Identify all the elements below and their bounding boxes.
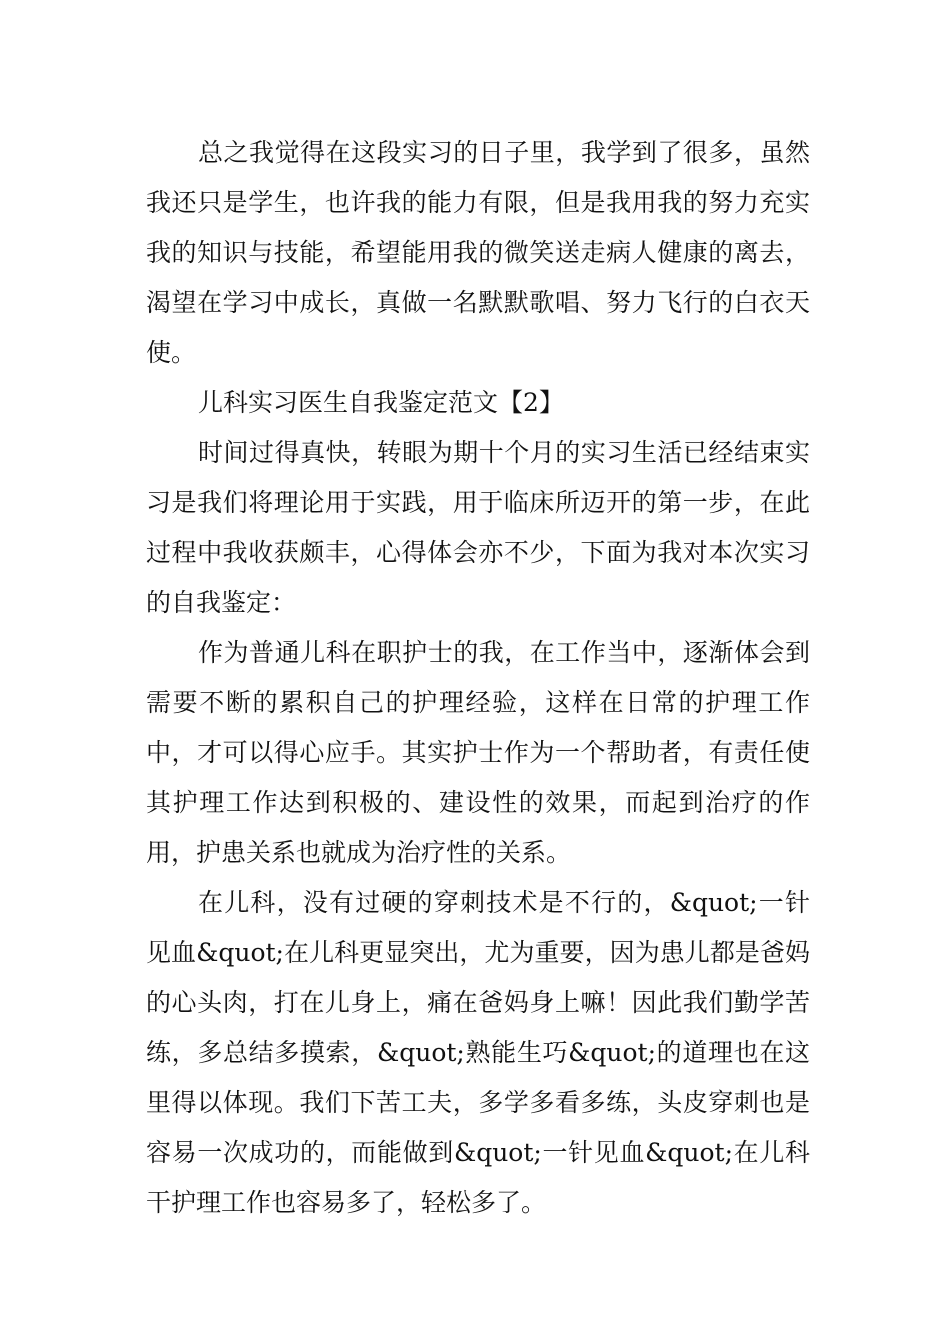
paragraph-puncture-skill: 在儿科，没有过硬的穿刺技术是不行的，&quot;一针见血&quot;在儿科更显突出，尤为重要，因为患儿都是爸妈的心头肉，打在儿身上，痛在爸妈身上嘛！因此我们勤学苦练，多总结多摸索，&quot;熟能生巧&quot;的道理也在这里得以体现。我们下苦工夫，多学多看多练，头皮穿刺也是容易一次成功的，而能做到&quot;一针见血&quot;在儿科干护理工作也容易多了，轻松多了。 [146, 888, 810, 1217]
paragraph-nursing-experience: 作为普通儿科在职护士的我，在工作当中，逐渐体会到需要不断的累积自己的护理经验，这样在日常的护理工作中，才可以得心应手。其实护士作为一个帮助者，有责任使其护理工作达到积极的、建设性的效果，而起到治疗的作用，护患关系也就成为治疗性的关系。 [146, 638, 810, 867]
section-heading: 儿科实习医生自我鉴定范文【2】 [198, 388, 564, 417]
document-body [146, 128, 810, 1228]
paragraph-conclusion: 总之我觉得在这段实习的日子里，我学到了很多，虽然我还只是学生，也许我的能力有限，但是我用我的努力充实我的知识与技能，希望能用我的微笑送走病人健康的离去，渴望在学习中成长，真做一名默默歌唱、努力飞行的白衣天使。 [146, 138, 810, 367]
paragraph-intro: 时间过得真快，转眼为期十个月的实习生活已经结束实习是我们将理论用于实践，用于临床所迈开的第一步，在此过程中我收获颇丰，心得体会亦不少，下面为我对本次实习的自我鉴定： [146, 438, 810, 617]
